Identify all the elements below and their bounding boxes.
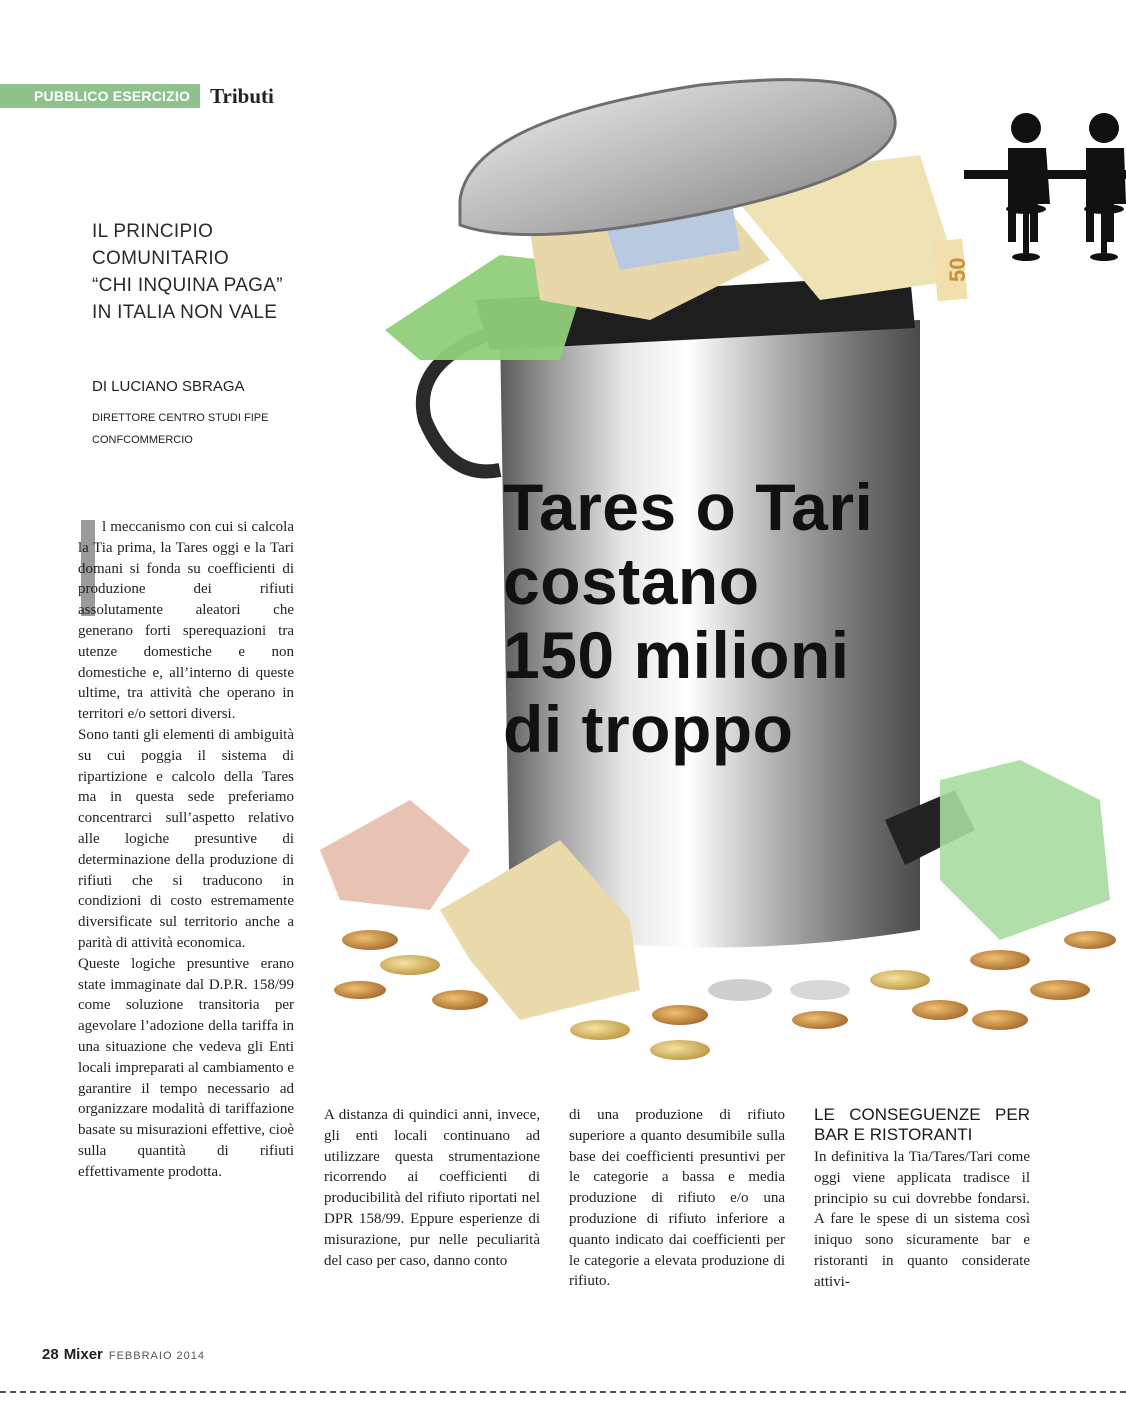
- author-role: [92, 407, 268, 451]
- author-role-line: DIRETTORE CENTRO STUDI FIPE: [92, 412, 269, 424]
- body-column-4: [814, 1105, 1030, 1293]
- body-column-1: [78, 517, 294, 1183]
- coin-pile: [334, 930, 1116, 1060]
- section-heading: LE CONSEGUENZE PER BAR E RISTORANTI: [814, 1105, 1030, 1144]
- page-footer: [42, 1346, 205, 1363]
- headline-line: Tares o Tari: [503, 470, 874, 544]
- body-column-3: [569, 1105, 785, 1292]
- article-headline: [503, 470, 1123, 766]
- body-paragraph: Queste logiche presuntive erano state immaginate dal D.P.R. 158/99 come soluzione transitoria per agevolare l’adozione della tariffa in una situazione che vedeva gli Enti locali impreparati al cambiamento e garantire il tempo necessario ad organizzare modalità di tariffazione basate su misurazioni effettive, cioè sulla quantità di rifiuti effettivamente prodotta.: [78, 955, 294, 1180]
- banknote-50-label: 50: [945, 257, 970, 282]
- page-number: 28: [42, 1346, 59, 1363]
- section-label: PUBBLICO ESERCIZIO: [0, 84, 200, 108]
- crumpled-note-red: [320, 800, 470, 910]
- headline-line: di troppo: [503, 692, 794, 766]
- body-paragraph: l meccanismo con cui si calcola la Tia prima, la Tares oggi e la Tari domani si fonda su coefficienti di produzione dei rifiuti assolutamente aleatori che generano forti sperequazioni tra utenze domestiche e non domestiche e, all’interno di queste ultime, tra attività che operano in territori e/o settori diversi.: [78, 519, 294, 723]
- crumpled-note-green: [940, 760, 1110, 940]
- subtitle-line: IL PRINCIPIO: [92, 221, 214, 242]
- subtitle-line: “CHI INQUINA PAGA”: [92, 275, 283, 296]
- author-byline: DI LUCIANO SBRAGA: [92, 378, 245, 395]
- body-paragraph: In definitiva la Tia/Tares/Tari come oggi viene applicata tradisce il principio su cui dovrebbe fondarsi. A fare le spese di un sistema così iniquo sono sicuramente bar e ristoranti in quanto considerate attivi-: [814, 1149, 1030, 1290]
- cut-line-divider: [0, 1391, 1126, 1393]
- subtitle-line: IN ITALIA NON VALE: [92, 302, 278, 323]
- magazine-name: Mixer: [63, 1346, 103, 1363]
- headline-line: costano: [503, 544, 760, 618]
- bar-patrons-icon: [964, 112, 1126, 264]
- section-tag: [0, 84, 274, 108]
- body-paragraph: di una produzione di rifiuto superiore a quanto desumibile sulla base dei coefficienti presuntivi per le categorie a bassa e media produzione di rifiuto e/o una produzione di rifiuto inferiore a quanto indicato dai coefficienti per le categorie a elevata produzione di rifiuto.: [569, 1107, 785, 1290]
- body-paragraph: A distanza di quindici anni, invece, gli enti locali continuano ad utilizzare questa strumentazione ricorrendo ai coefficienti di producibilità del rifiuto riportati nel DPR 158/99. Eppure esperienze di misurazione, pur nelle peculiarità del caso per caso, danno conto: [324, 1107, 540, 1269]
- body-column-2: [324, 1105, 540, 1271]
- headline-line: 150 milioni: [503, 618, 850, 692]
- category-label: Tributi: [210, 83, 274, 108]
- body-paragraph: Sono tanti gli elementi di ambiguità su cui poggia il sistema di ripartizione e calcolo della Tares ma in questa sede preferiamo concentrarci sull’aspetto relativo alle logiche presuntive di determinazione della produzione di rifiuti che si traducono in condizioni di costo estremamente diversificate sul territorio anche a parità di attività economica.: [78, 726, 294, 951]
- issue-date: FEBBRAIO 2014: [108, 1350, 206, 1362]
- author-role-line: CONFCOMMERCIO: [92, 434, 193, 446]
- subtitle-line: COMUNITARIO: [92, 248, 229, 269]
- article-subtitle: [92, 218, 312, 326]
